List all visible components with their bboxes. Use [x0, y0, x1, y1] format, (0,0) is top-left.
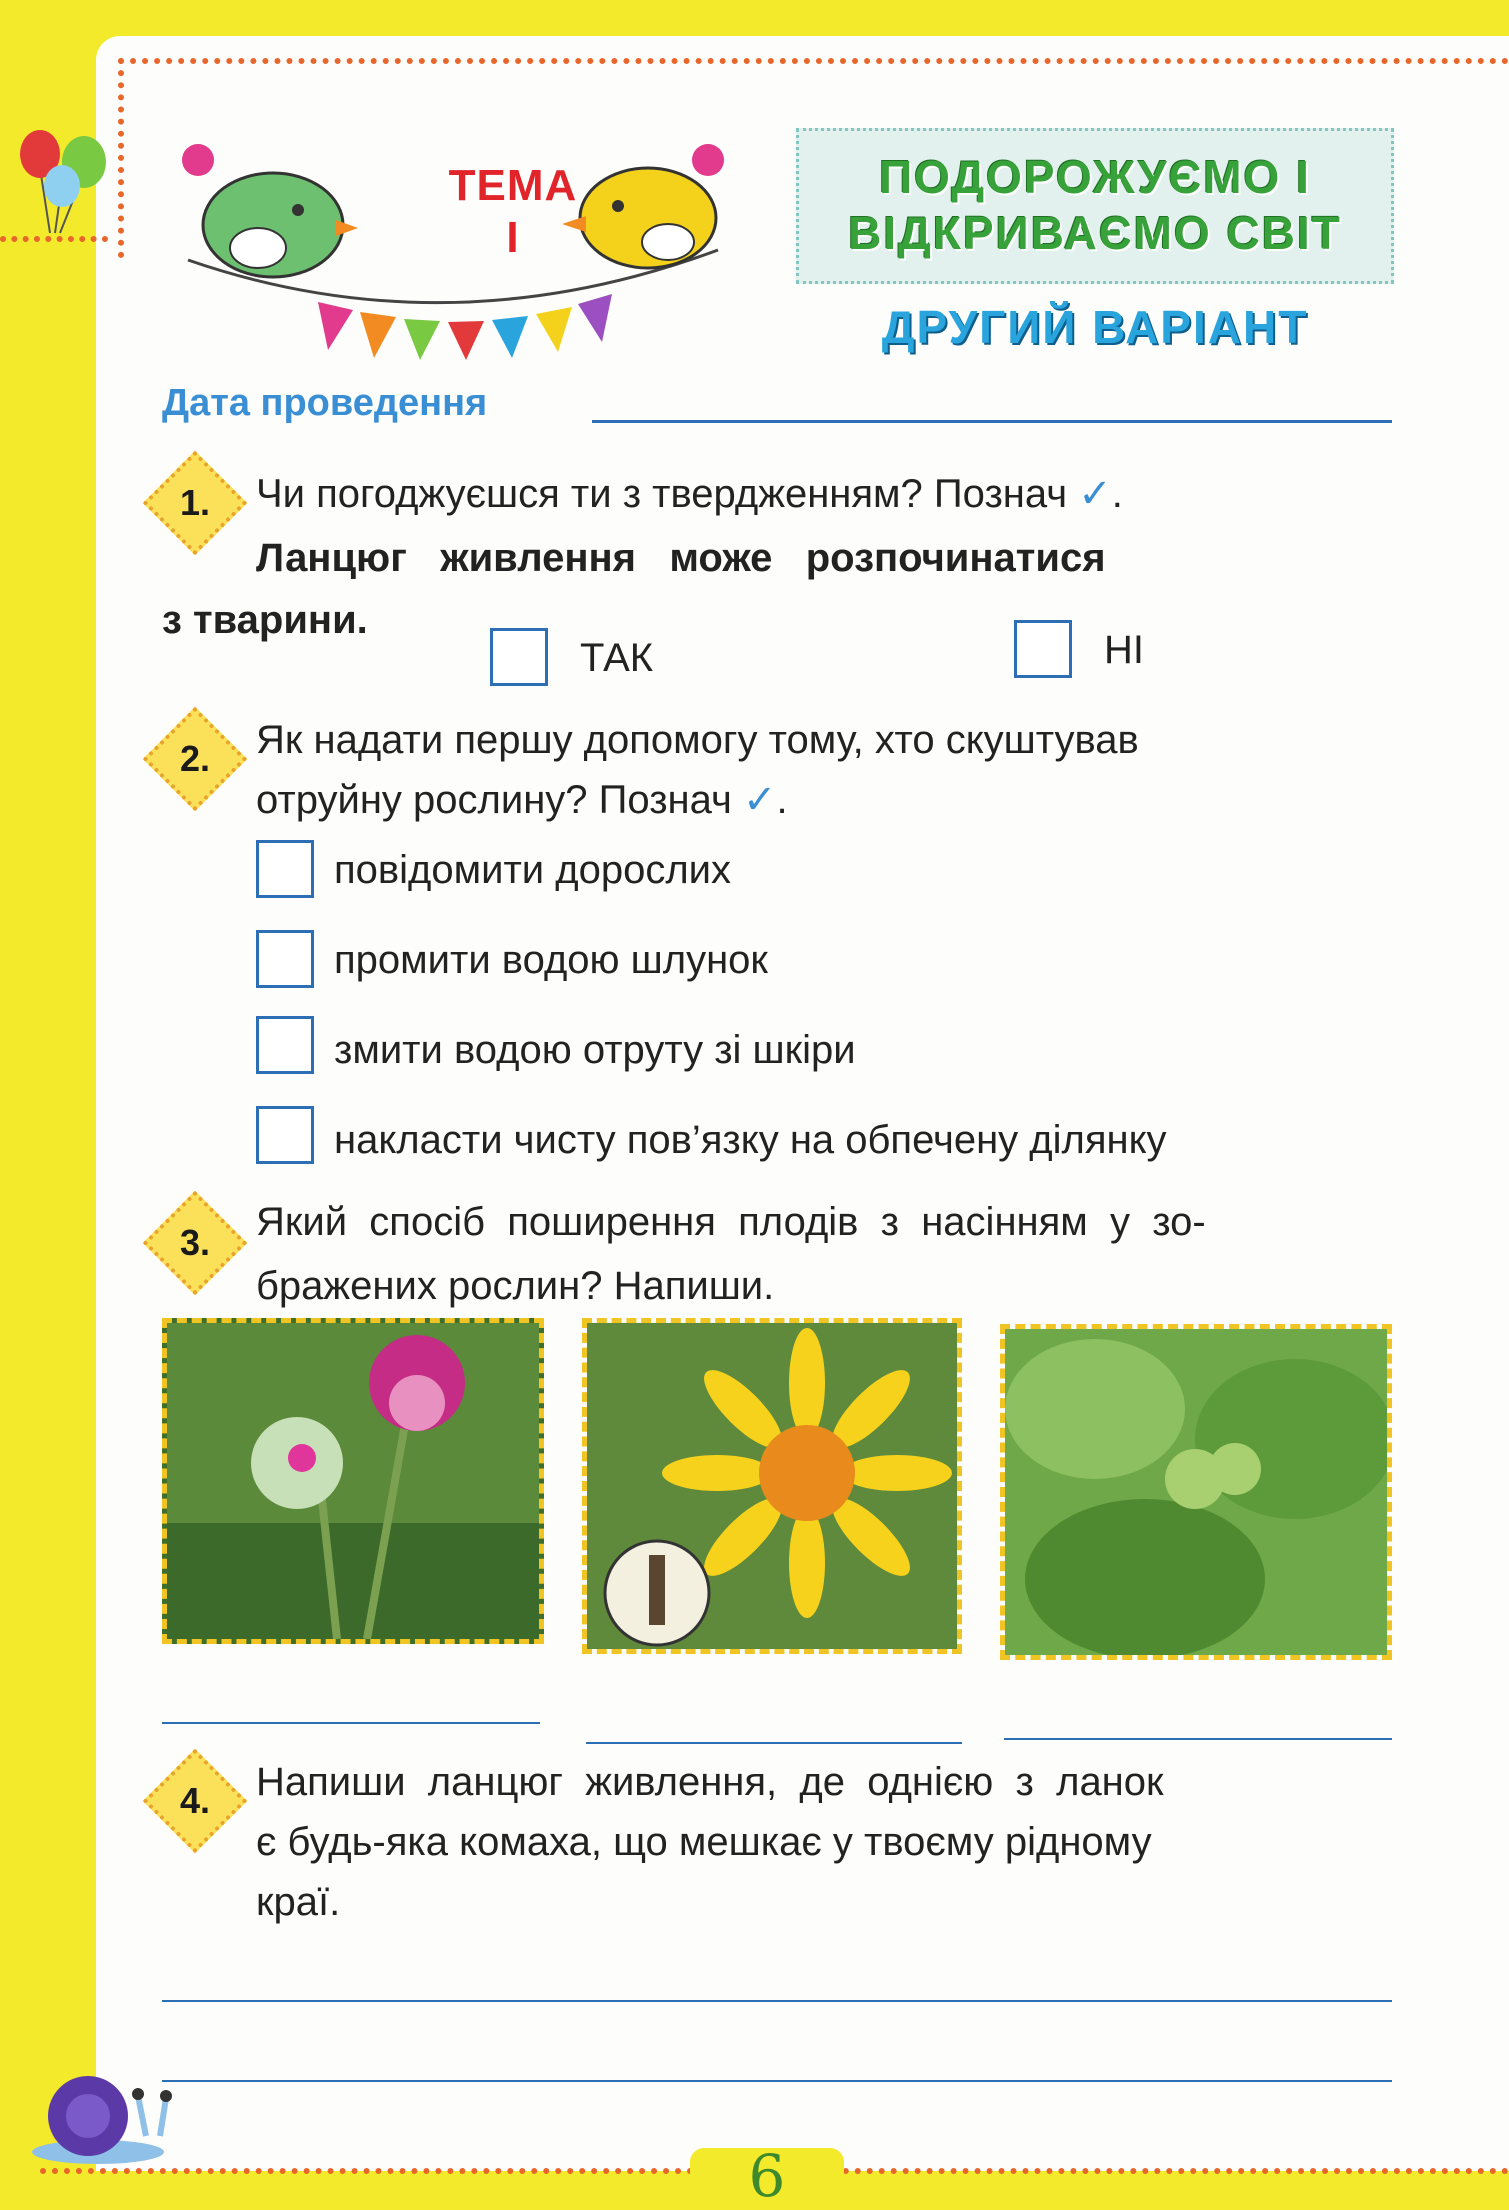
topic-title-line1: ПОДОРОЖУЄМО І	[879, 151, 1311, 203]
question-1-period: .	[1111, 472, 1123, 516]
checkbox-option-3[interactable]	[256, 1016, 314, 1074]
question-2-prompt: отруйну рослину? Познач	[256, 778, 732, 822]
question-4-line1: Напиши ланцюг живлення, де однією з ланок	[256, 1760, 1164, 1804]
checkbox-no[interactable]	[1014, 620, 1072, 678]
question-1-statement-line2: з тварини.	[162, 598, 368, 642]
option-2-label: промити водою шлунок	[334, 938, 768, 982]
topic-title-line2: ВІДКРИВАЄМО СВІТ	[848, 207, 1342, 259]
question-4-badge	[158, 1764, 232, 1838]
question-4-line2: є будь-яка комаха, що мешкає у твоєму рідному	[256, 1820, 1152, 1864]
topic-title-box	[796, 128, 1394, 284]
question-2-period: .	[776, 778, 788, 822]
dotted-border-corner	[0, 236, 108, 252]
question-1-text	[256, 468, 1396, 520]
question-4-number: 4.	[179, 1780, 211, 1821]
yellow-flower-image	[587, 1323, 957, 1649]
option-no-label: НІ	[1104, 628, 1144, 672]
dotted-border-top	[118, 58, 1509, 64]
hazel-photo	[1000, 1324, 1392, 1660]
option-1-label: повідомити дорослих	[334, 848, 732, 892]
checkmark-icon: ✓	[742, 778, 777, 822]
answer-line-q4-2[interactable]	[162, 2080, 1392, 2082]
balloons-icon	[10, 128, 110, 238]
question-3-number: 3.	[179, 1222, 211, 1263]
answer-line-3[interactable]	[1004, 1738, 1392, 1740]
hazel-image	[1005, 1329, 1387, 1655]
question-2-badge	[158, 722, 232, 796]
option-4-label: накласти чисту пов’язку на обпечену ділянку	[334, 1118, 1167, 1162]
question-1-badge	[158, 466, 232, 540]
answer-line-q4-1[interactable]	[162, 2000, 1392, 2002]
date-input-line[interactable]	[592, 420, 1392, 423]
checkmark-icon: ✓	[1078, 472, 1112, 516]
tema-number: І	[506, 213, 520, 262]
snail-icon	[28, 2056, 178, 2166]
question-2-line2	[256, 774, 788, 826]
question-1-statement-line1: Ланцюг живлення може розпочинатися	[256, 536, 1106, 580]
question-2-line1: Як надати першу допомогу тому, хто скуштував	[256, 718, 1139, 762]
question-3-line1: Який спосіб поширення плодів з насінням у зо-	[256, 1200, 1206, 1244]
answer-line-1[interactable]	[162, 1722, 540, 1724]
question-1-number: 1.	[179, 482, 211, 523]
checkbox-yes[interactable]	[490, 628, 548, 686]
thistle-image	[167, 1323, 539, 1639]
yellow-flower-photo	[582, 1318, 962, 1654]
question-2-number: 2.	[179, 738, 211, 779]
checkbox-option-4[interactable]	[256, 1106, 314, 1164]
option-yes-label: ТАК	[580, 636, 654, 680]
thistle-photo	[162, 1318, 544, 1644]
dotted-border-left	[118, 58, 124, 258]
variant-title: ДРУГИЙ ВАРІАНТ	[881, 301, 1309, 353]
tema-label: ТЕМА	[448, 161, 578, 210]
option-3-label: змити водою отруту зі шкіри	[334, 1028, 856, 1072]
date-label: Дата проведення	[162, 382, 488, 424]
checkbox-option-2[interactable]	[256, 930, 314, 988]
question-4-line3: краї.	[256, 1880, 341, 1924]
question-1-prompt: Чи погоджуєшся ти з твердженням? Познач	[256, 472, 1068, 516]
checkbox-option-1[interactable]	[256, 840, 314, 898]
answer-line-2[interactable]	[586, 1742, 962, 1744]
page-number: 6	[748, 2142, 786, 2210]
question-3-line2: бражених рослин? Напиши.	[256, 1264, 775, 1308]
question-3-badge	[158, 1206, 232, 1280]
topic-banner	[148, 120, 748, 360]
